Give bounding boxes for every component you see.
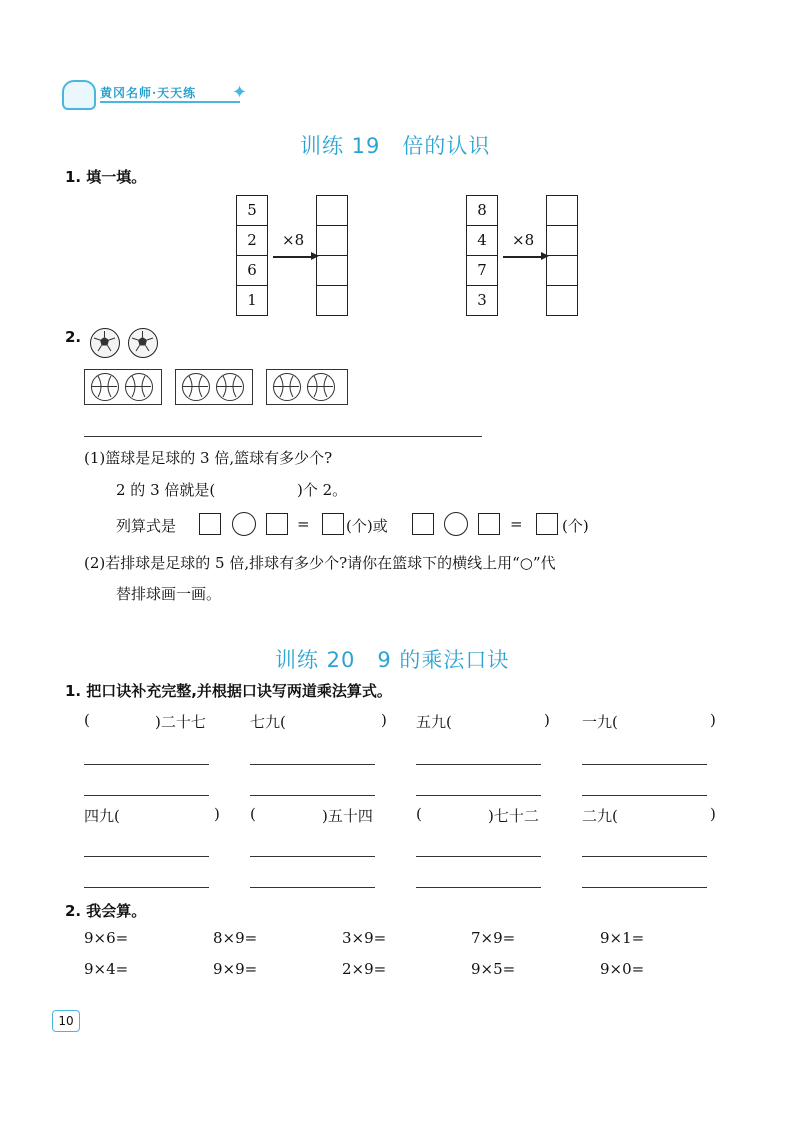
answer-line[interactable] — [250, 764, 375, 765]
input-cell: 2 — [237, 226, 267, 256]
rhyme-close: )七十二 — [488, 807, 539, 825]
answer-cell[interactable] — [317, 256, 347, 286]
operator-label: ×8 — [512, 231, 535, 249]
answer-box[interactable] — [536, 513, 558, 535]
input-cell: 7 — [467, 256, 497, 286]
rhyme-open: 二九( — [582, 807, 618, 825]
arrow-line — [273, 256, 313, 258]
equation-prefix: 列算式是 — [116, 517, 177, 535]
calc-item: 7×9= — [471, 929, 516, 947]
header-brand: 黄冈名师·天天练 — [100, 86, 197, 100]
basketball-icon — [216, 373, 244, 401]
question-number: 2. — [65, 902, 82, 920]
basketball-icon — [91, 373, 119, 401]
question-prompt: 把口诀补充完整,并根据口诀写两道乘法算式。 — [86, 682, 392, 700]
unit-or-label: (个)或 — [346, 517, 388, 535]
answer-line[interactable] — [582, 795, 707, 796]
question-number: 1. — [65, 682, 82, 700]
rhyme-open: ( — [250, 805, 256, 823]
calc-item: 9×9= — [213, 960, 258, 978]
answer-column-1[interactable] — [316, 195, 348, 316]
lesson20-title: 训练 20 9 的乘法口诀 — [275, 648, 510, 672]
page-number: 10 — [52, 1010, 80, 1032]
basketball-group — [266, 369, 348, 405]
equals-sign: = — [297, 515, 310, 533]
answer-cell[interactable] — [547, 256, 577, 286]
operator-circle[interactable] — [232, 512, 256, 536]
rhyme-open: ( — [84, 711, 90, 729]
answer-box[interactable] — [199, 513, 221, 535]
input-column-1 — [236, 195, 268, 316]
sub2-line2: 替排球画一画。 — [116, 585, 222, 603]
basketball-icon — [273, 373, 301, 401]
answer-line[interactable] — [416, 795, 541, 796]
answer-cell[interactable] — [547, 286, 577, 315]
sub1-line1-b: )个 2。 — [297, 481, 348, 499]
basketball-group — [175, 369, 253, 405]
answer-line[interactable] — [416, 887, 541, 888]
answer-line[interactable] — [250, 795, 375, 796]
answer-box[interactable] — [322, 513, 344, 535]
answer-cell[interactable] — [317, 226, 347, 256]
rhyme-close: ) — [544, 711, 550, 729]
calc-item: 9×1= — [600, 929, 645, 947]
answer-cell[interactable] — [317, 196, 347, 226]
answer-line[interactable] — [84, 856, 209, 857]
question-number: 2. — [65, 328, 82, 346]
answer-line[interactable] — [84, 887, 209, 888]
sub1-question: (1)篮球是足球的 3 倍,篮球有多少个? — [84, 449, 333, 467]
rhyme-open: 五九( — [416, 713, 452, 731]
answer-line[interactable] — [84, 795, 209, 796]
calc-item: 9×5= — [471, 960, 516, 978]
answer-column-2[interactable] — [546, 195, 578, 316]
basketball-group — [84, 369, 162, 405]
sub2-line1: (2)若排球是足球的 5 倍,排球有多少个?请你在篮球下的横线上用“○”代 — [84, 554, 556, 572]
answer-line[interactable] — [582, 887, 707, 888]
input-cell: 5 — [237, 196, 267, 226]
header-logo — [62, 80, 248, 108]
calc-item: 9×4= — [84, 960, 129, 978]
answer-line[interactable] — [84, 764, 209, 765]
rhyme-close: )五十四 — [322, 807, 373, 825]
calc-item: 3×9= — [342, 929, 387, 947]
question-prompt: 我会算。 — [86, 902, 147, 920]
calc-item: 9×6= — [84, 929, 129, 947]
operator-label: ×8 — [282, 231, 305, 249]
drawing-answer-line[interactable] — [84, 436, 482, 437]
input-column-2 — [466, 195, 498, 316]
answer-box[interactable] — [478, 513, 500, 535]
rhyme-close: ) — [710, 711, 716, 729]
answer-box[interactable] — [266, 513, 288, 535]
unit-label: (个) — [562, 517, 589, 535]
operator-circle[interactable] — [444, 512, 468, 536]
question-number: 1. — [65, 168, 82, 186]
soccer-ball-icon — [90, 328, 120, 358]
answer-cell[interactable] — [547, 196, 577, 226]
input-cell: 8 — [467, 196, 497, 226]
rhyme-close: ) — [214, 805, 220, 823]
rhyme-open: 一九( — [582, 713, 618, 731]
lesson19-title: 训练 19 倍的认识 — [300, 134, 491, 158]
sub1-line1-a: 2 的 3 倍就是( — [116, 481, 216, 499]
arrow-line — [503, 256, 543, 258]
rhyme-close: )二十七 — [155, 713, 206, 731]
calc-item: 8×9= — [213, 929, 258, 947]
basketball-icon — [307, 373, 335, 401]
input-cell: 6 — [237, 256, 267, 286]
rhyme-close: ) — [381, 711, 387, 729]
basketball-icon — [125, 373, 153, 401]
answer-cell[interactable] — [547, 226, 577, 256]
star-icon: ✦ — [232, 82, 248, 103]
rhyme-open: 四九( — [84, 807, 120, 825]
lesson20-q2-heading — [65, 900, 146, 921]
answer-cell[interactable] — [317, 286, 347, 315]
question-prompt: 填一填。 — [86, 168, 147, 186]
rhyme-open: ( — [416, 805, 422, 823]
answer-line[interactable] — [582, 764, 707, 765]
lesson20-q1-heading — [65, 680, 392, 701]
answer-line[interactable] — [250, 856, 375, 857]
equals-sign: = — [510, 515, 523, 533]
rhyme-open: 七九( — [250, 713, 286, 731]
answer-line[interactable] — [416, 764, 541, 765]
answer-line[interactable] — [416, 856, 541, 857]
calc-item: 2×9= — [342, 960, 387, 978]
header-underline — [100, 101, 240, 103]
bear-logo-icon — [62, 80, 96, 110]
answer-line[interactable] — [250, 887, 375, 888]
answer-box[interactable] — [412, 513, 434, 535]
input-cell: 1 — [247, 291, 257, 309]
input-cell: 4 — [467, 226, 497, 256]
rhyme-close: ) — [710, 805, 716, 823]
calc-item: 9×0= — [600, 960, 645, 978]
input-cell: 3 — [477, 291, 487, 309]
answer-line[interactable] — [582, 856, 707, 857]
lesson19-q1-heading — [65, 166, 146, 187]
soccer-ball-icon — [128, 328, 158, 358]
basketball-icon — [182, 373, 210, 401]
